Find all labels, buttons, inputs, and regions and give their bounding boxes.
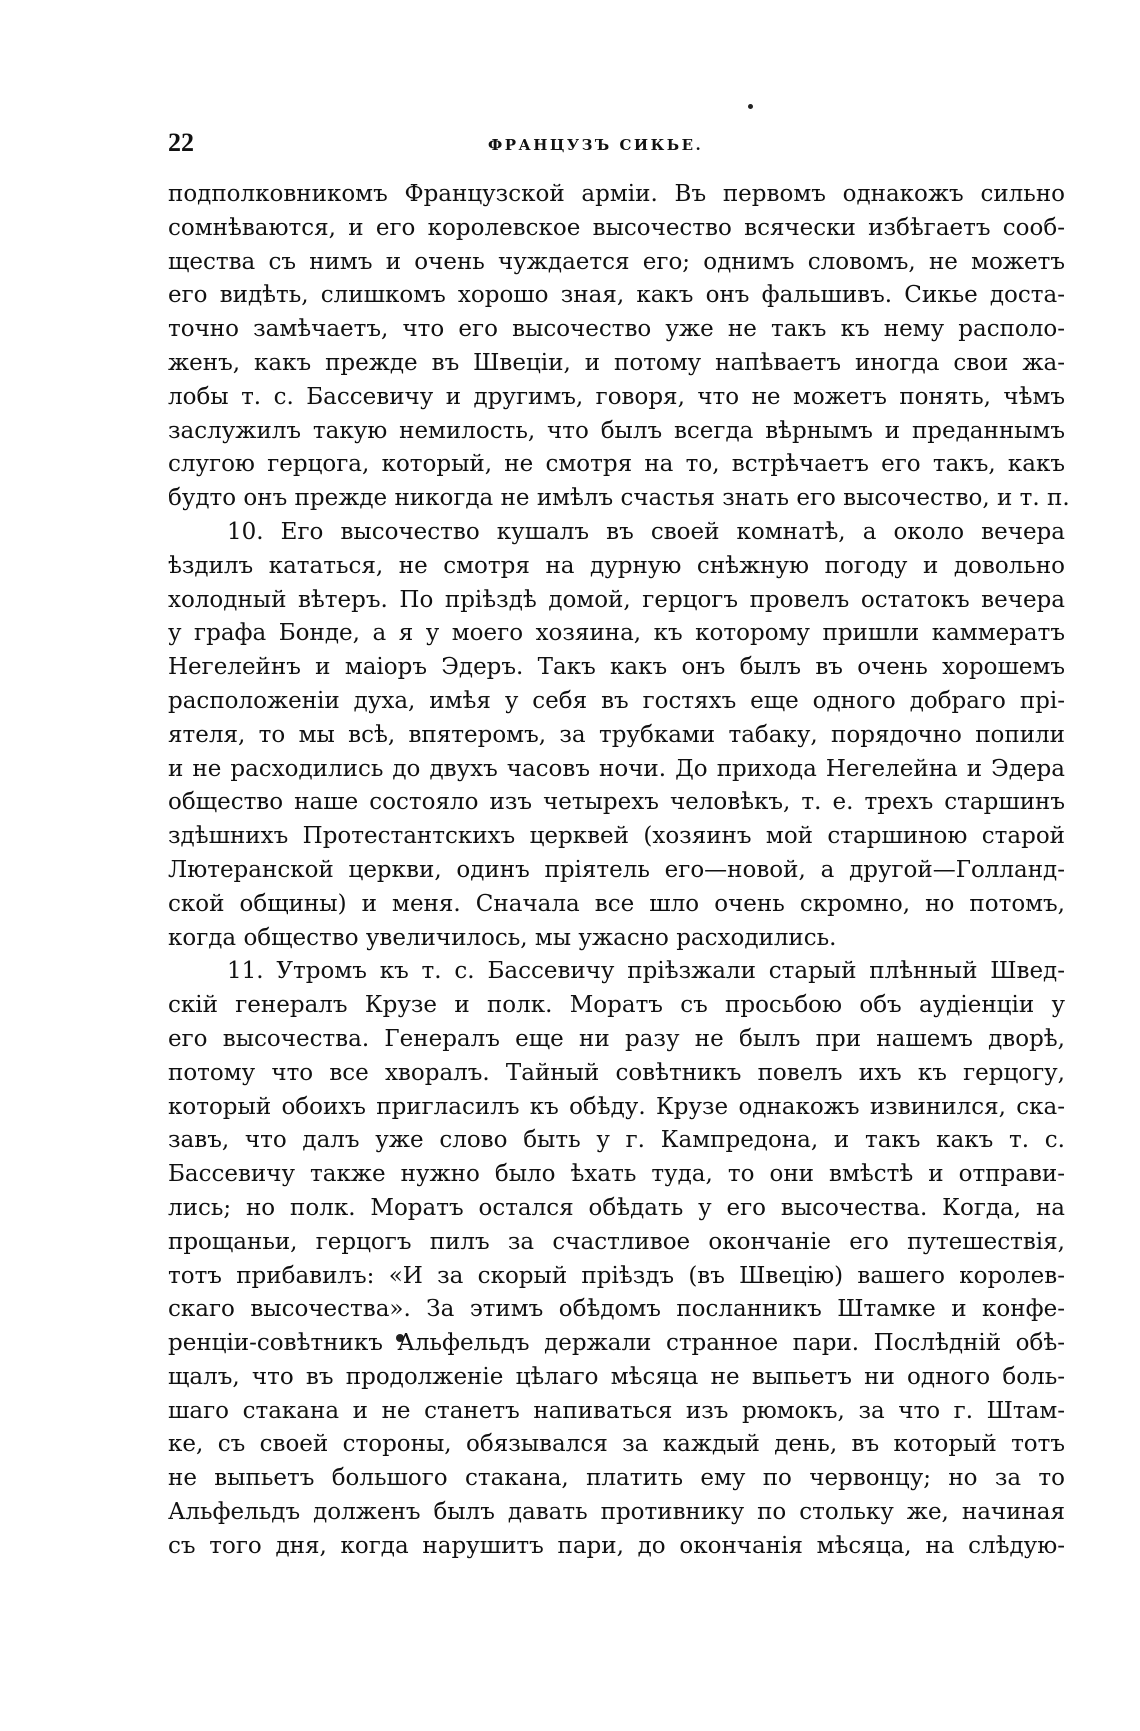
print-speck (748, 104, 753, 109)
text-line: ке, съ своей стороны, обязывался за каждый день, въ который тотъ (168, 1431, 1065, 1458)
text-line: прощаньи, герцогъ пилъ за счастливое окончаніе его путешествія, (168, 1228, 1065, 1255)
text-line: скій генералъ Крузе и полк. Моратъ съ просьбою объ аудіенціи у (168, 992, 1065, 1019)
text-line: скаго высочества». За этимъ обѣдомъ посланникъ Штамке и конфе- (168, 1296, 1065, 1323)
text-line: ѣздилъ кататься, не смотря на дурную снѣжную погоду и довольно (168, 552, 1065, 579)
page-number: 22 (168, 128, 194, 157)
text-line: точно замѣчаетъ, что его высочество уже не такъ къ нему располо- (168, 316, 1065, 343)
text-line: его видѣть, слишкомъ хорошо зная, какъ онъ фальшивъ. Сикье доста- (168, 282, 1065, 309)
text-line: и не расходились до двухъ часовъ ночи. До прихода Негелейна и Эдера (168, 755, 1065, 782)
text-line: Бассевичу также нужно было ѣхать туда, то они вмѣстѣ и отправи- (168, 1161, 1065, 1188)
text-line: Лютеранской церкви, одинъ пріятель его—новой, а другой—Голланд- (168, 856, 1065, 883)
text-line: ятеля, то мы всѣ, впятеромъ, за трубками табаку, порядочно попили (168, 721, 1065, 748)
text-line: будто онъ прежде никогда не имѣлъ счастья знать его высочество, и т. п. (168, 485, 1070, 512)
text-line: который обоихъ пригласилъ къ обѣду. Крузе однакожъ извинился, ска- (168, 1093, 1065, 1120)
text-line: тотъ прибавилъ: «И за скорый пріѣздъ (въ Швецію) вашего королев- (168, 1262, 1065, 1289)
text-line: у графа Бонде, а я у моего хозяина, къ которому пришли каммератъ (168, 620, 1065, 647)
text-line: 10. Его высочество кушалъ въ своей комнатѣ, а около вечера (227, 518, 1065, 545)
text-line: лись; но полк. Моратъ остался обѣдать у его высочества. Когда, на (168, 1194, 1065, 1221)
text-line: Альфельдъ долженъ былъ давать противнику по стольку же, начиная (168, 1499, 1065, 1526)
text-line: 11. Утромъ къ т. с. Бассевичу пріѣзжали старый плѣнный Швед- (227, 958, 1065, 985)
text-line: потому что все хворалъ. Тайный совѣтникъ повелъ ихъ къ герцогу, (168, 1059, 1065, 1086)
text-line: подполковникомъ Французской арміи. Въ первомъ однакожъ сильно (168, 181, 1065, 207)
page-header (168, 128, 1068, 168)
text-line: шаго стакана и не станетъ напиваться изъ рюмокъ, за что г. Штам- (168, 1397, 1065, 1424)
text-line: ской общины) и меня. Сначала все шло очень скромно, но потомъ, (168, 890, 1065, 917)
text-line: когда общество увеличилось, мы ужасно расходились. (168, 924, 837, 951)
text-line: женъ, какъ прежде въ Швеціи, и потому напѣваетъ иногда свои жа- (168, 349, 1065, 376)
text-line: ренціи-совѣтникъ Альфельдъ держали странное пари. Послѣдній обѣ- (168, 1330, 1065, 1357)
text-line: слугою герцога, который, не смотря на то, встрѣчаетъ его такъ, какъ (168, 451, 1065, 478)
text-line: здѣшнихъ Протестантскихъ церквей (хозяинъ мой старшиною старой (168, 823, 1065, 850)
text-line: лобы т. с. Бассевичу и другимъ, говоря, что не можетъ понять, чѣмъ (168, 383, 1065, 410)
running-head: ФРАНЦУЗЪ СИКЬЕ. (488, 136, 704, 154)
text-line: щалъ, что въ продолженіе цѣлаго мѣсяца не выпьетъ ни одного боль- (168, 1363, 1065, 1390)
text-line: не выпьетъ большого стакана, платить ему по червонцу; но за то (168, 1465, 1065, 1492)
text-line: холодный вѣтеръ. По пріѣздѣ домой, герцогъ провелъ остатокъ вечера (168, 586, 1065, 613)
text-line: сомнѣваются, и его королевское высочество всячески избѣгаетъ сооб- (168, 214, 1065, 241)
text-line: завъ, что далъ уже слово быть у г. Кампредона, и такъ какъ т. с. (168, 1127, 1065, 1154)
text-line: Негелейнъ и маіоръ Эдеръ. Такъ какъ онъ былъ въ очень хорошемъ (168, 654, 1065, 681)
text-line: съ того дня, когда нарушитъ пари, до окончанія мѣсяца, на слѣдую- (168, 1532, 1065, 1559)
text-line: его высочества. Генералъ еще ни разу не былъ при нашемъ дворѣ, (168, 1025, 1065, 1052)
text-line: заслужилъ такую немилость, что былъ всегда вѣрнымъ и преданнымъ (168, 417, 1065, 444)
text-line: щества съ нимъ и очень чуждается его; однимъ словомъ, не можетъ (168, 248, 1065, 275)
text-line: расположеніи духа, имѣя у себя въ гостяхъ еще одного добраго прі- (168, 687, 1065, 714)
text-line: общество наше состояло изъ четырехъ человѣкъ, т. е. трехъ старшинъ (168, 789, 1065, 816)
body-text (168, 178, 1070, 1564)
